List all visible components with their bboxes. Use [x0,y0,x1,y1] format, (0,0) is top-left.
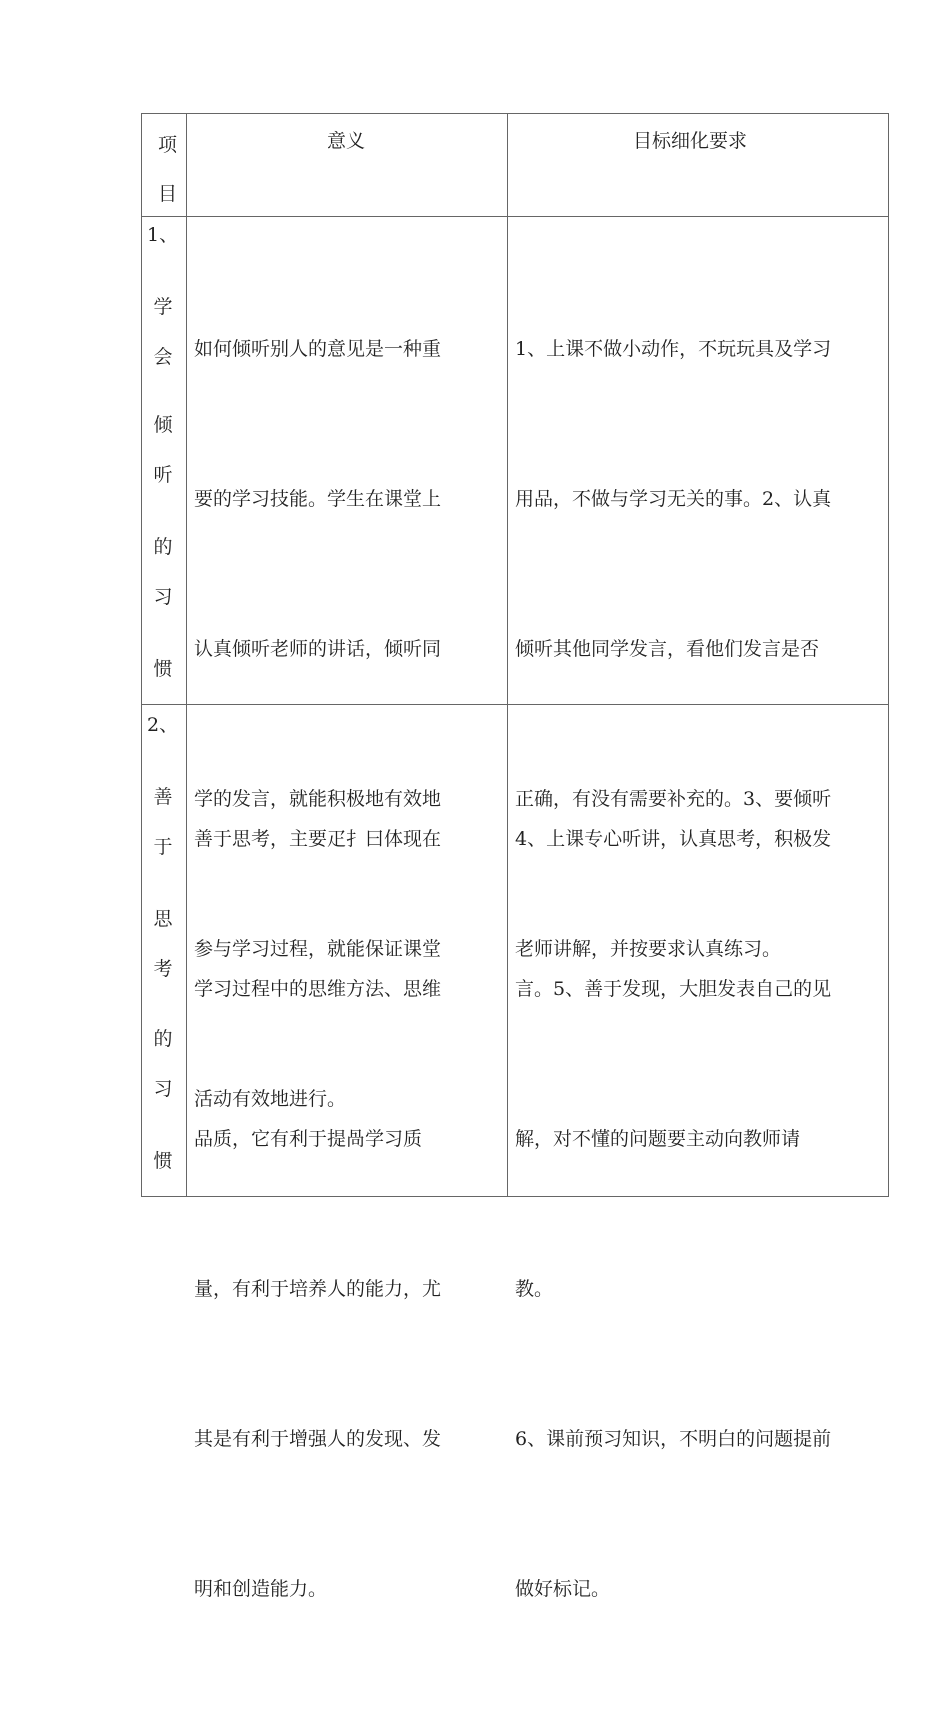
meaning-line: 量，有利于培养人的能力，尤 [194,1278,442,1300]
row-title-char: 的 [153,536,173,558]
requirement-line: 教。 [515,1278,554,1300]
row-title-char: 听 [153,464,173,486]
meaning-line: 活动有效地进行。 [194,1088,347,1110]
requirement-line: 1、上课不做小动作，不玩玩具及学习 [515,338,832,360]
requirements-text [515,714,831,1714]
requirement-line: 4、上课专心听讲，认真思考，积极发 [515,828,832,850]
row-title-char: 考 [153,958,173,980]
requirement-line: 6、课前预习知识，不明白的问题提前 [515,1428,832,1450]
row-title-char: 的 [153,1028,173,1050]
row-divider-header [142,216,888,217]
requirement-line: 解，对不懂的问题要主动向教师请 [515,1128,801,1150]
header-item-char-2: 目 [158,183,178,205]
meaning-line: 明和创造能力。 [194,1578,328,1600]
row-title-char: 习 [153,1078,173,1100]
meaning-line: 认真倾听老师的讲话，倾听同 [194,638,442,660]
row-title-char: 善 [153,786,173,808]
row-title-char: 于 [153,836,173,858]
row-title-char: 惯 [153,658,173,680]
meaning-text [194,714,441,1714]
row-title-char: 倾 [153,414,173,436]
habits-table [141,113,889,1600]
meaning-line: 参与学习过程，就能保证课堂 [194,938,442,960]
requirement-line: 正确，有没有需要补充的。3、要倾听 [515,788,832,810]
header-item-char-1: 项 [158,134,178,156]
row-title-char: 会 [153,346,173,368]
meaning-line: 如何倾听别人的意见是一种重 [194,338,442,360]
column-divider-2 [507,114,508,1196]
header-requirements: 目标细化要求 [633,130,748,152]
requirement-line: 老师讲解，并按要求认真练习。 [515,938,782,960]
header-meaning: 意义 [327,130,366,152]
meaning-line: 品质，它有利于提咼学习质 [194,1128,423,1150]
row-title-char: 惯 [153,1150,173,1172]
meaning-line: 其是有利于增强人的发现、发 [194,1428,442,1450]
requirement-line: 倾听其他同学发言，看他们发言是否 [515,638,820,660]
row-number: 1、 [147,224,179,246]
requirement-line: 言。5、善于发现，大胆发表自己的见 [515,978,832,1000]
row-title-char: 思 [153,908,173,930]
requirement-line: 做好标记。 [515,1578,611,1600]
requirement-line: 用品，不做与学习无关的事。2、认真 [515,488,832,510]
row-title-char: 习 [153,586,173,608]
row-title-char: 学 [153,296,173,318]
meaning-line: 善于思考，主要疋扌曰体现在 [194,828,442,850]
meaning-line: 学的发言，就能积极地有效地 [194,788,442,810]
column-divider-1 [186,114,187,1196]
meaning-line: 要的学习技能。学生在课堂上 [194,488,442,510]
row-number: 2、 [147,714,179,736]
meaning-line: 学习过程中的思维方法、思维 [194,978,442,1000]
